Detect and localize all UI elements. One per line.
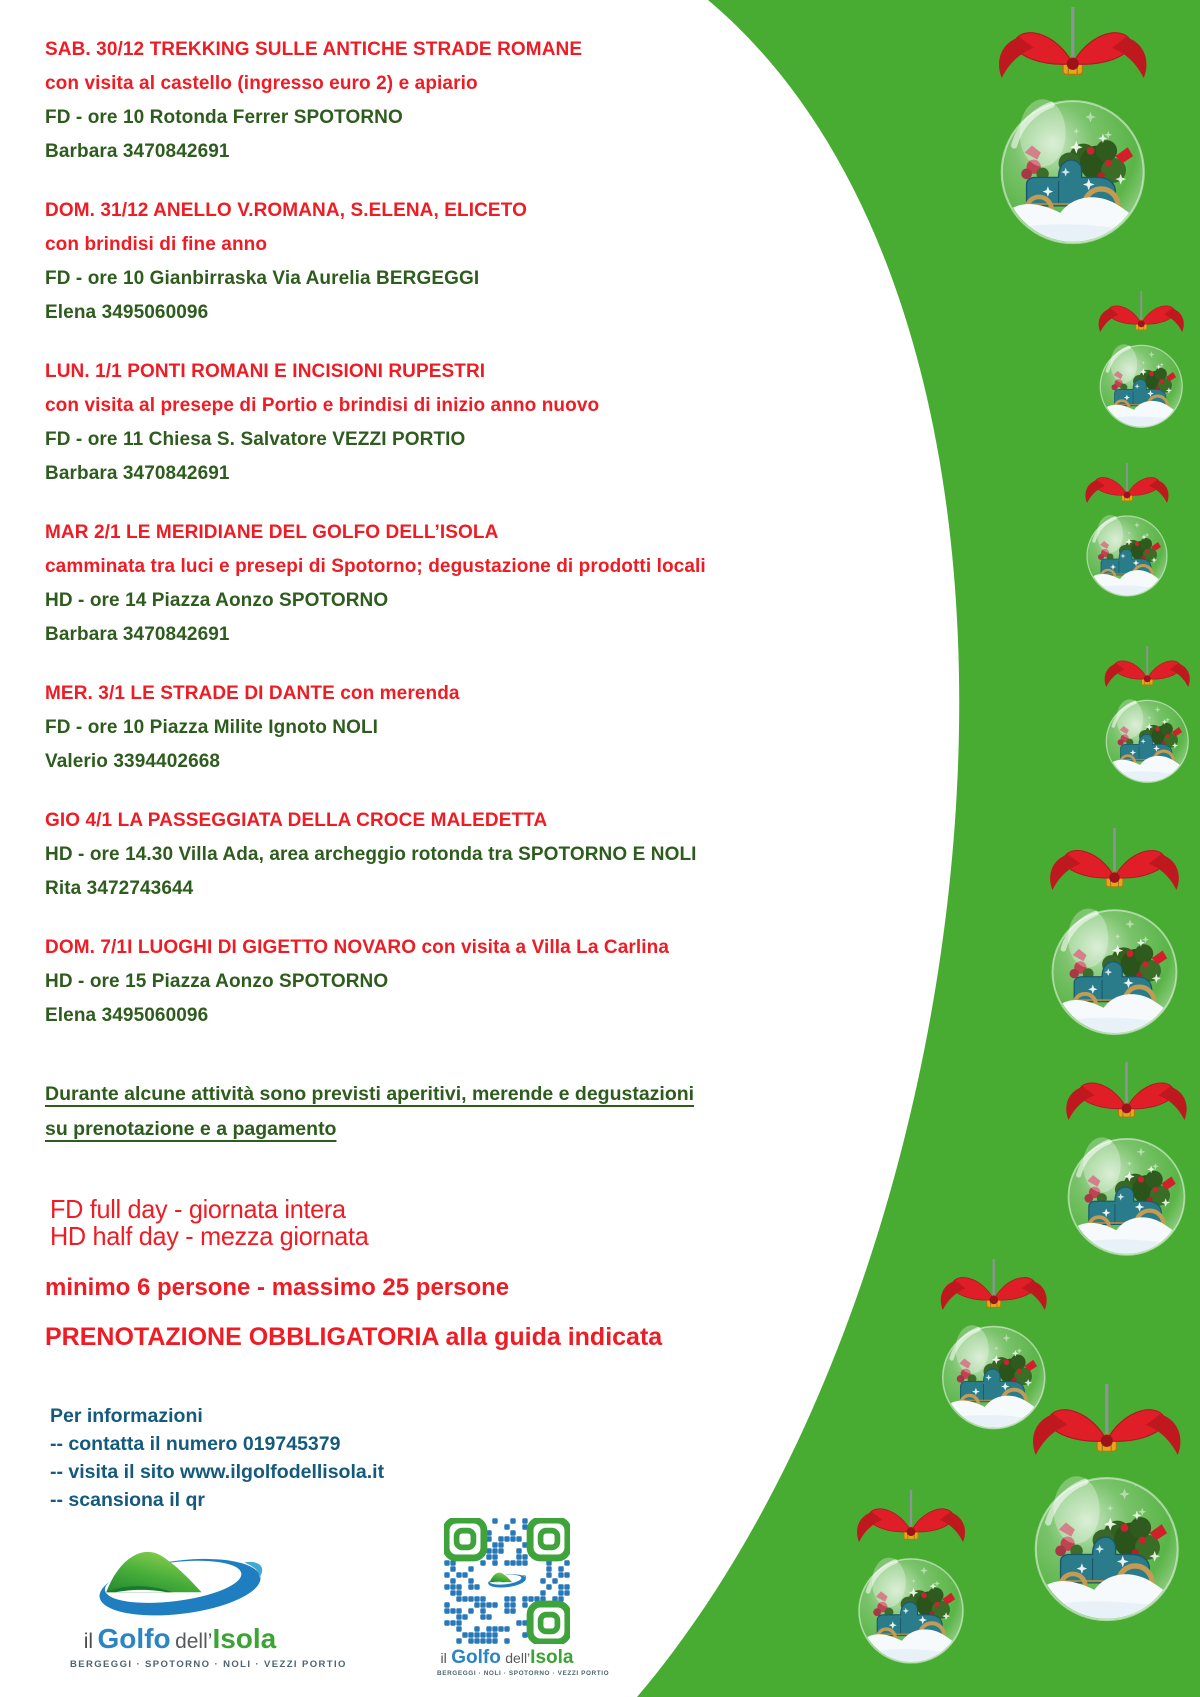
golfo-logo-text — [70, 1625, 290, 1653]
legend-fd: FD full day - giornata intera — [50, 1194, 346, 1224]
info-block — [50, 1402, 384, 1514]
event-meeting-point: FD - ore 11 Chiesa S. Salvatore VEZZI PORTIO — [45, 429, 466, 450]
event-title: DOM. 7/1I LUOGHI DI GIGETTO NOVARO con visita a Villa La Carlina — [45, 937, 670, 958]
event-block — [45, 804, 925, 906]
event-block — [45, 677, 925, 779]
event-title: MAR 2/1 LE MERIDIANE DEL GOLFO DELL’ISOLA — [45, 522, 499, 543]
event-contact: Barbara 3470842691 — [45, 463, 230, 484]
event-contact: Rita 3472743644 — [45, 878, 194, 899]
note-line: su prenotazione e a pagamento — [45, 1118, 337, 1140]
event-title: GIO 4/1 LA PASSEGGIATA DELLA CROCE MALEDETTA — [45, 810, 548, 831]
event-contact: Barbara 3470842691 — [45, 624, 230, 645]
event-meeting-point: FD - ore 10 Piazza Milite Ignoto NOLI — [45, 717, 379, 738]
logo-word-golfo: Golfo — [97, 1623, 171, 1654]
logo-word-dell: dell’ — [175, 1630, 213, 1653]
qr-logo-text — [437, 1648, 577, 1667]
note-aperitivi — [45, 1077, 925, 1147]
event-meeting-point: HD - ore 15 Piazza Aonzo SPOTORNO — [45, 971, 389, 992]
event-meeting-point: FD - ore 10 Rotonda Ferrer SPOTORNO — [45, 107, 403, 128]
golfo-logo — [70, 1540, 347, 1670]
qr-center-logo-icon — [484, 1568, 530, 1596]
event-meeting-point: HD - ore 14 Piazza Aonzo SPOTORNO — [45, 590, 389, 611]
event-subtitle: con visita al presepe di Portio e brindisi di inizio anno nuovo — [45, 395, 600, 416]
event-meeting-point: FD - ore 10 Gianbirraska Via Aurelia BERGEGGI — [45, 268, 480, 289]
event-block — [45, 33, 925, 169]
event-title: SAB. 30/12 TREKKING SULLE ANTICHE STRADE ROMANE — [45, 39, 583, 60]
logo-word-golfo: Golfo — [451, 1647, 501, 1668]
event-title: LUN. 1/1 PONTI ROMANI E INCISIONI RUPESTRI — [45, 361, 486, 382]
golfo-logo-icon — [92, 1540, 268, 1620]
event-title: MER. 3/1 LE STRADE DI DANTE con merenda — [45, 683, 460, 704]
logo-caption: BERGEGGI · SPOTORNO · NOLI · VEZZI PORTIO — [70, 1659, 347, 1670]
event-subtitle: con visita al castello (ingresso euro 2) e apiario — [45, 73, 478, 94]
event-block — [45, 516, 925, 652]
qr-logo-caption: BERGEGGI · NOLI · SPOTORNO · VEZZI PORTIO — [437, 1670, 610, 1677]
info-website-link[interactable]: -- visita il sito www.ilgolfodellisola.it — [50, 1461, 385, 1483]
event-contact: Elena 3495060096 — [45, 1005, 209, 1026]
event-contact: Valerio 3394402668 — [45, 751, 221, 772]
booking-line: PRENOTAZIONE OBBLIGATORIA alla guida indicata — [45, 1323, 663, 1351]
event-title: DOM. 31/12 ANELLO V.ROMANA, S.ELENA, ELICETO — [45, 200, 527, 221]
qr-code — [444, 1518, 570, 1644]
event-contact: Elena 3495060096 — [45, 302, 209, 323]
logo-word-isola: Isola — [530, 1647, 574, 1668]
info-phone: -- contatta il numero 019745379 — [50, 1433, 341, 1455]
logo-word-isola: Isola — [212, 1623, 277, 1654]
event-meeting-point: HD - ore 14.30 Villa Ada, area archeggio rotonda tra SPOTORNO E NOLI — [45, 844, 697, 865]
note-line: Durante alcune attività sono previsti aperitivi, merende e degustazioni — [45, 1083, 695, 1105]
event-block — [45, 355, 925, 491]
event-block — [45, 931, 925, 1033]
logo-word-dell: dell’ — [505, 1650, 531, 1666]
event-subtitle: camminata tra luci e presepi di Spotorno; degustazione di prodotti locali — [45, 556, 706, 577]
events-list — [45, 33, 925, 1058]
qr-block — [437, 1518, 610, 1677]
event-contact: Barbara 3470842691 — [45, 141, 230, 162]
info-heading: Per informazioni — [50, 1405, 203, 1427]
event-block — [45, 194, 925, 330]
legend-hd: HD half day - mezza giornata — [50, 1221, 369, 1251]
info-qr-hint: -- scansiona il qr — [50, 1489, 205, 1511]
logo-word-il: il — [83, 1630, 94, 1653]
capacity-line: minimo 6 persone - massimo 25 persone — [45, 1274, 510, 1301]
logo-word-il: il — [440, 1650, 447, 1666]
event-subtitle: con brindisi di fine anno — [45, 234, 268, 255]
legend-fd-hd — [50, 1196, 368, 1250]
